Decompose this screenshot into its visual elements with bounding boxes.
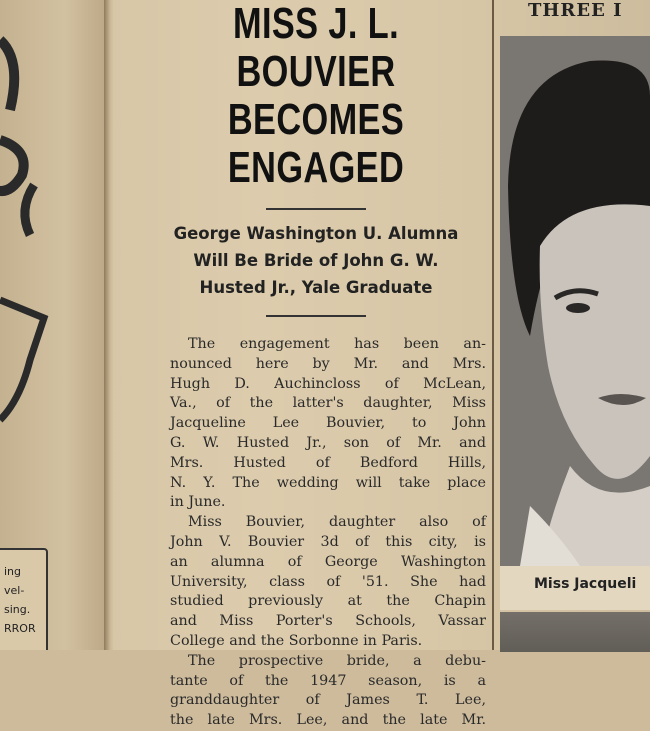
photo-column bbox=[500, 0, 650, 650]
body-line: John V. Bouvier 3d of this city, is bbox=[170, 533, 486, 550]
adjacent-headline-fragment: THREE I bbox=[528, 0, 623, 21]
ad-line: vel- bbox=[4, 584, 25, 597]
left-column-fragment bbox=[0, 0, 108, 650]
body-line: an alumna of George Washington bbox=[170, 553, 486, 570]
portrait-photo bbox=[500, 36, 650, 566]
photo-caption: Miss Jacqueli bbox=[500, 566, 650, 610]
deck-line-1: George Washington U. Alumna bbox=[173, 224, 459, 243]
headline-line-2: BECOMES ENGAGED bbox=[227, 95, 405, 192]
headline-rule bbox=[266, 208, 366, 210]
body-line: the late Mrs. Lee, and the late Mr. bbox=[170, 712, 486, 729]
deck-line-2: Will Be Bride of John G. W. bbox=[193, 251, 439, 270]
paragraph-3 bbox=[170, 652, 486, 731]
body-line: tante of the 1947 season, is a bbox=[170, 672, 486, 689]
column-separator bbox=[492, 0, 494, 650]
body-line: Mrs. Husted of Bedford Hills, bbox=[170, 454, 486, 471]
body-line: nounced here by Mr. and Mrs. bbox=[170, 355, 486, 372]
body-line: Miss Bouvier, daughter also of bbox=[188, 514, 486, 531]
body-line: in June. bbox=[170, 494, 226, 511]
advertisement-box bbox=[0, 548, 48, 650]
article-body bbox=[146, 335, 486, 731]
second-photo-fragment bbox=[500, 612, 650, 652]
subheadline-deck bbox=[146, 220, 486, 301]
portrait-illustration bbox=[500, 36, 650, 566]
body-line: and Miss Porter's Schools, Vassar bbox=[170, 613, 486, 630]
ad-line: sing. bbox=[4, 603, 31, 616]
article-column bbox=[146, 0, 486, 729]
body-line: College and the Sorbonne in Paris. bbox=[170, 632, 423, 649]
body-line: University, class of '51. She had bbox=[170, 573, 486, 590]
ad-line: RROR bbox=[4, 622, 36, 635]
deck-rule bbox=[266, 315, 366, 317]
partial-letter-graphic bbox=[0, 0, 108, 460]
page-fold-shadow bbox=[104, 0, 114, 650]
body-line: Va., of the latter's daughter, Miss bbox=[170, 395, 486, 412]
body-line: studied previously at the Chapin bbox=[170, 593, 486, 610]
body-line: Jacqueline Lee Bouvier, to John bbox=[170, 415, 486, 432]
body-line: granddaughter of James T. Lee, bbox=[170, 692, 486, 709]
body-line: The engagement has been an- bbox=[188, 336, 486, 352]
body-line: Hugh D. Auchincloss of McLean, bbox=[170, 375, 486, 392]
body-line: G. W. Husted Jr., son of Mr. and bbox=[170, 434, 486, 451]
deck-line-3: Husted Jr., Yale Graduate bbox=[199, 278, 433, 297]
ad-line: ing bbox=[4, 565, 22, 578]
paragraph-1 bbox=[170, 335, 486, 513]
headline-line-1: MISS J. L. BOUVIER bbox=[232, 0, 399, 96]
paragraph-2 bbox=[170, 513, 486, 652]
body-line: The prospective bride, a debu- bbox=[188, 652, 486, 669]
body-line: N. Y. The wedding will take place bbox=[170, 474, 486, 491]
